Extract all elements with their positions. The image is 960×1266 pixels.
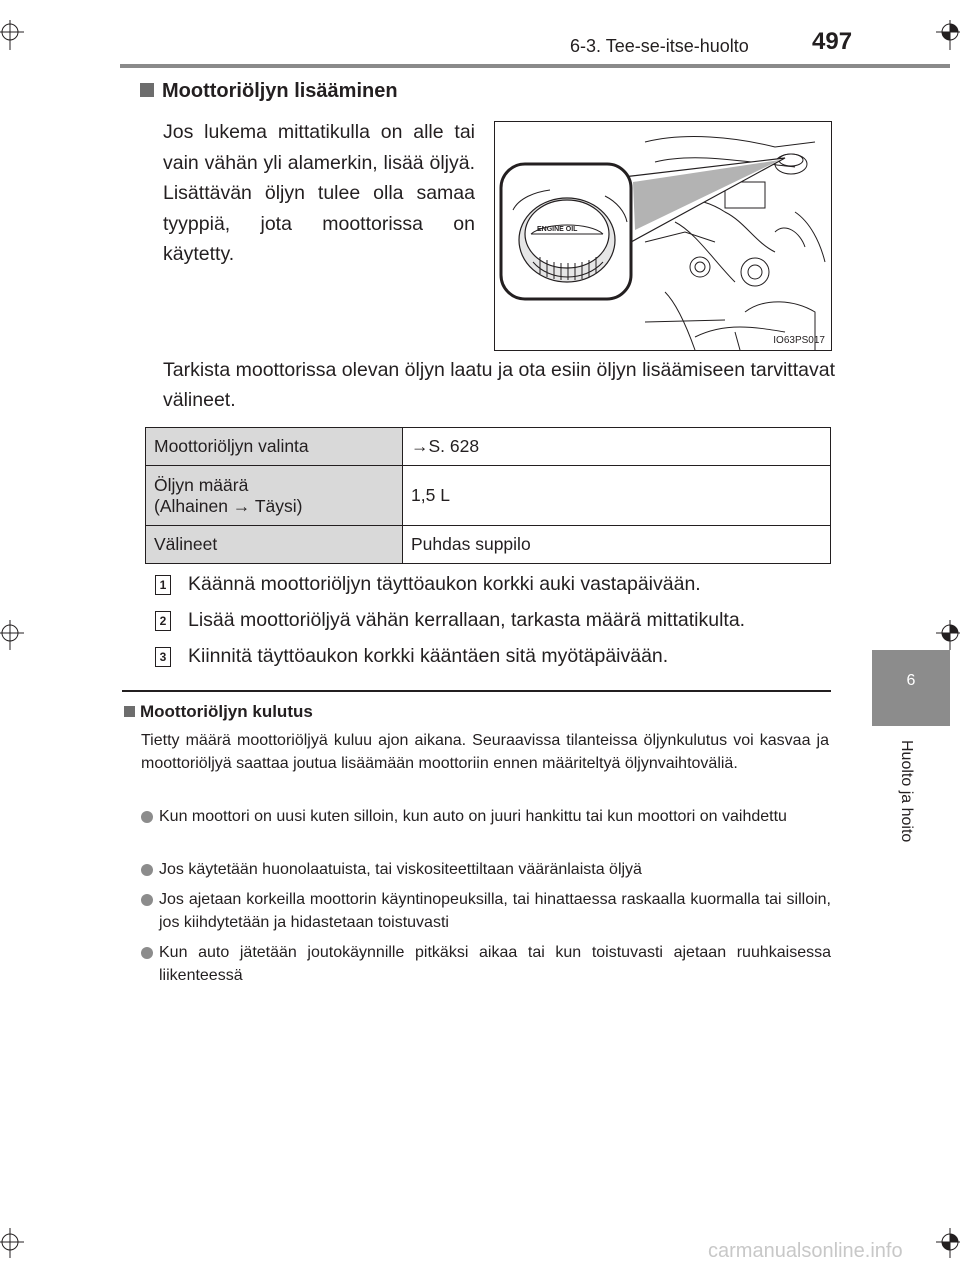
bullet-dot-icon (141, 811, 153, 823)
table-row (146, 526, 831, 564)
list-item-text: Kun auto jätetään joutokäynnille pitkäksi aikaa tai kun toistuvasti ajetaan ruuhkaisessa liikenteessä (159, 944, 831, 984)
section-divider (122, 690, 831, 692)
table-key: Moottoriöljyn valinta (146, 428, 403, 466)
list-item (141, 859, 831, 882)
step-2 (155, 609, 855, 632)
step-1 (155, 573, 855, 596)
table-value: 1,5 L (403, 466, 831, 526)
chapter-title: Huolto ja hoito (898, 740, 915, 843)
table-key-line1: Öljyn määrä (154, 474, 249, 495)
chapter-number: 6 (906, 672, 916, 689)
step-text: Käännä moottoriöljyn täyttöaukon korkki auki vastapäivään. (188, 573, 701, 595)
table-value: Puhdas suppilo (403, 526, 831, 564)
figure-code: IO63PS017 (773, 335, 825, 346)
square-bullet-icon (124, 706, 135, 717)
cap-label: ENGINE OIL (537, 226, 578, 233)
engine-oil-cap-illustration (494, 121, 832, 351)
square-bullet-icon (140, 83, 154, 97)
chapter-tab (872, 650, 950, 726)
step-number: 1 (155, 575, 171, 595)
bullet-dot-icon (141, 864, 153, 876)
list-item (141, 806, 831, 829)
list-item-text: Kun moottori on uusi kuten silloin, kun auto on juuri hankittu tai kun moottori on vaihdettu (159, 808, 787, 825)
section-heading-text: Moottoriöljyn lisääminen (162, 80, 398, 102)
check-paragraph: Tarkista moottorissa olevan öljyn laatu ja ota esiin öljyn lisäämiseen tarvittavat välineet. (163, 359, 835, 411)
bullet-dot-icon (141, 947, 153, 959)
step-text: Lisää moottoriöljyä vähän kerrallaan, tarkasta määrä mittatikulta. (188, 609, 746, 631)
section-heading (140, 80, 398, 103)
oil-spec-table (145, 427, 831, 564)
step-3 (155, 645, 855, 668)
header-section: 6-3. Tee-se-itse-huolto (570, 36, 749, 56)
table-key-line2: (Alhainen → Täysi) (154, 495, 303, 516)
table-key (146, 466, 403, 526)
watermark: carmanualsonline.info (708, 1240, 903, 1262)
table-key: Välineet (146, 526, 403, 564)
table-row (146, 466, 831, 526)
table-value: →S. 628 (403, 428, 831, 466)
intro-paragraph: Jos lukema mittatikulla on alle tai vain vähän yli alamerkin, lisää öljyä. Lisättävän öljyn tulee olla samaa tyyppiä, jota moottorissa on käytetty. (163, 121, 475, 265)
header-rule (120, 64, 950, 68)
engine-bay-drawing (495, 122, 831, 350)
step-number: 2 (155, 611, 171, 631)
page-number: 497 (812, 28, 853, 55)
step-text: Kiinnitä täyttöaukon korkki kääntäen sitä myötäpäivään. (188, 645, 669, 667)
table-row (146, 428, 831, 466)
consumption-paragraph: Tietty määrä moottoriöljyä kuluu ajon aikana. Seuraavissa tilanteissa öljynkulutus voi kasvaa ja moottoriöljyä saattaa joutua lisäämään moottoriin ennen määriteltyä öljynvaihtoväliä. (141, 732, 829, 772)
bullet-dot-icon (141, 894, 153, 906)
subsection-heading-text: Moottoriöljyn kulutus (140, 702, 313, 721)
list-item-text: Jos ajetaan korkeilla moottorin käyntinopeuksilla, tai hinattaessa raskaalla kuormalla tai silloin, jos kiihdytetään ja hidastetaan toistuvasti (159, 891, 831, 931)
list-item-text: Jos käytetään huonolaatuista, tai viskositeettiltaan vääränlaista öljyä (159, 861, 642, 878)
subsection-heading (124, 702, 313, 722)
list-item (141, 889, 831, 934)
list-item (141, 942, 831, 987)
step-number: 3 (155, 647, 171, 667)
